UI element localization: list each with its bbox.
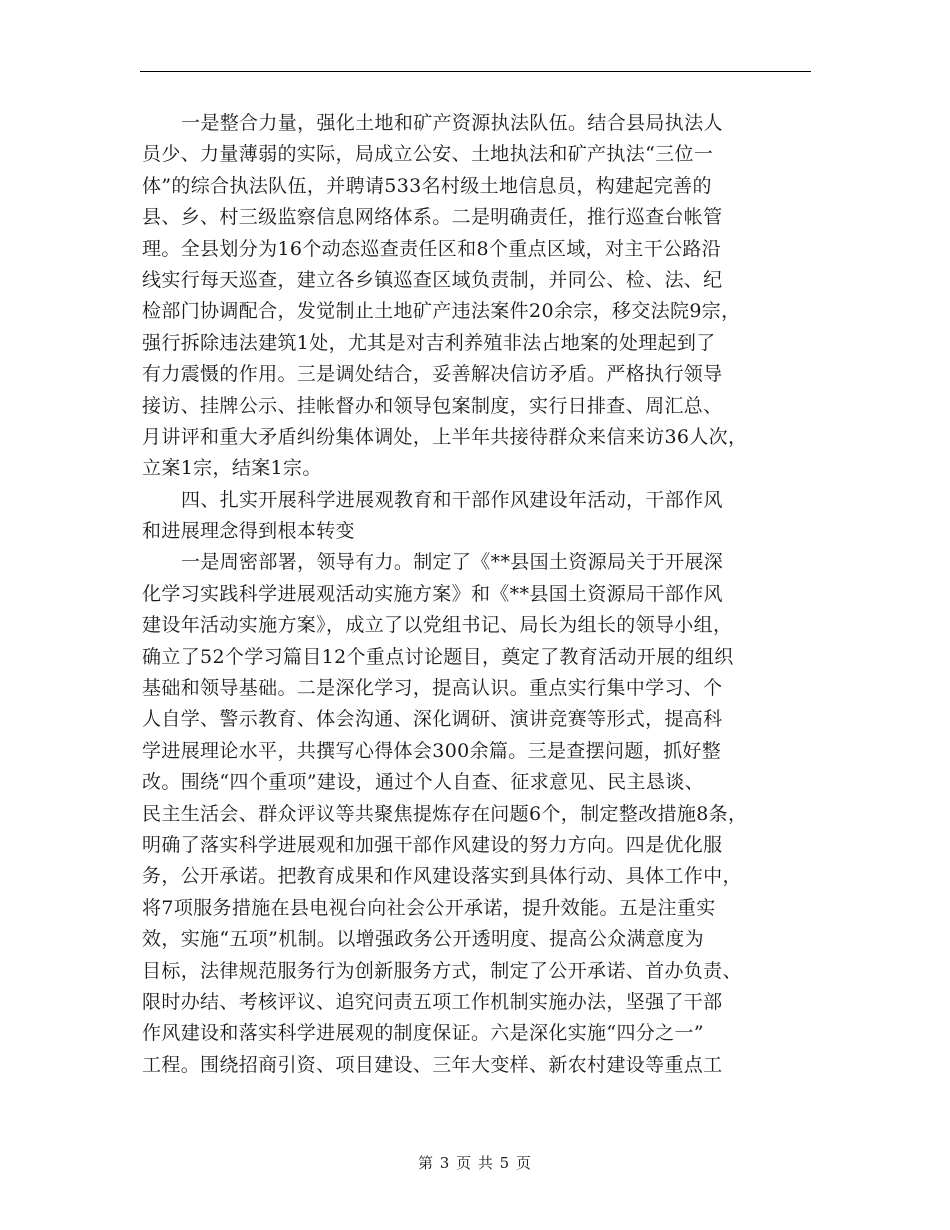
paragraph-line: 将7项服务措施在县电视台向社会公开承诺，提升效能。五是注重实 <box>142 896 716 919</box>
paragraph-line: 检部门协调配合，发觉制止土地矿产违法案件20余宗，移交法院9宗， <box>142 300 741 323</box>
paragraph-line: 强行拆除违法建筑1处，尤其是对吉利养殖非法占地案的处理起到了 <box>142 331 716 354</box>
paragraph-line: 一是周密部署，领导有力。制定了《**县国土资源局关于开展深 <box>181 551 724 574</box>
paragraph-line: 线实行每天巡查，建立各乡镇巡查区域负责制，并同公、检、法、纪 <box>142 268 723 291</box>
paragraph-line: 务，公开承诺。把教育成果和作风建设落实到具体行动、具体工作中， <box>142 865 742 888</box>
paragraph-line: 基础和领导基础。二是深化学习，提高认识。重点实行集中学习、个 <box>142 677 723 700</box>
section-heading: 四、扎实开展科学进展观教育和干部作风建设年活动，干部作风 <box>181 488 723 511</box>
paragraph-line: 工程。围绕招商引资、项目建设、三年大变样、新农村建设等重点工 <box>142 1053 723 1076</box>
paragraph-line: 民主生活会、群众评议等共聚焦提炼存在问题6个，制定整改措施8条， <box>142 802 748 825</box>
paragraph-line: 化学习实践科学进展观活动实施方案》和《**县国土资源局干部作风 <box>142 582 723 605</box>
paragraph-line: 理。全县划分为16个动态巡查责任区和8个重点区域，对主干公路沿 <box>142 237 722 260</box>
paragraph-line: 县、乡、村三级监察信息网络体系。二是明确责任，推行巡查台帐管 <box>142 206 723 229</box>
paragraph-line: 效，实施“五项”机制。以增强政务公开透明度、提高公众满意度为 <box>142 928 704 951</box>
paragraph-line: 明确了落实科学进展观和加强干部作风建设的努力方向。四是优化服 <box>142 833 723 856</box>
paragraph-line: 学进展理论水平，共撰写心得体会300余篇。三是查摆问题，抓好整 <box>142 739 722 762</box>
body-text <box>142 108 832 1081</box>
paragraph-line: 员少、力量薄弱的实际，局成立公安、土地执法和矿产执法“三位一 <box>142 143 714 166</box>
paragraph-line: 改。围绕“四个重项”建设，通过个人自查、征求意见、民主恳谈、 <box>142 771 704 794</box>
paragraph-line: 目标，法律规范服务行为创新服务方式，制定了公开承诺、首办负责、 <box>142 959 742 982</box>
paragraph-line: 确立了52个学习篇目12个重点讨论题目，奠定了教育活动开展的组织 <box>142 645 734 668</box>
section-heading: 和进展理念得到根本转变 <box>142 520 355 543</box>
paragraph-line: 月讲评和重大矛盾纠纷集体调处，上半年共接待群众来信来访36人次， <box>142 425 748 448</box>
header-rule <box>140 71 811 72</box>
paragraph-line: 接访、挂牌公示、挂帐督办和领导包案制度，实行日排查、周汇总、 <box>142 394 723 417</box>
paragraph-line: 体”的综合执法队伍，并聘请533名村级土地信息员，构建起完善的 <box>142 174 712 197</box>
paragraph-line: 有力震慑的作用。三是调处结合，妥善解决信访矛盾。严格执行领导 <box>142 363 723 386</box>
paragraph-line: 作风建设和落实科学进展观的制度保证。六是深化实施“四分之一” <box>142 1022 704 1045</box>
paragraph-line: 一是整合力量，强化土地和矿产资源执法队伍。结合县局执法人 <box>181 112 723 134</box>
paragraph-line: 立案1宗，结案1宗。 <box>142 457 322 480</box>
paragraph-line: 建设年活动实施方案》，成立了以党组书记、局长为组长的领导小组， <box>142 614 733 637</box>
paragraph-line: 人自学、警示教育、体会沟通、深化调研、演讲竞赛等形式，提高科 <box>142 708 723 731</box>
paragraph-line: 限时办结、考核评议、追究问责五项工作机制实施办法，坚强了干部 <box>142 990 723 1013</box>
page-number: 第 3 页 共 5 页 <box>418 1154 532 1172</box>
